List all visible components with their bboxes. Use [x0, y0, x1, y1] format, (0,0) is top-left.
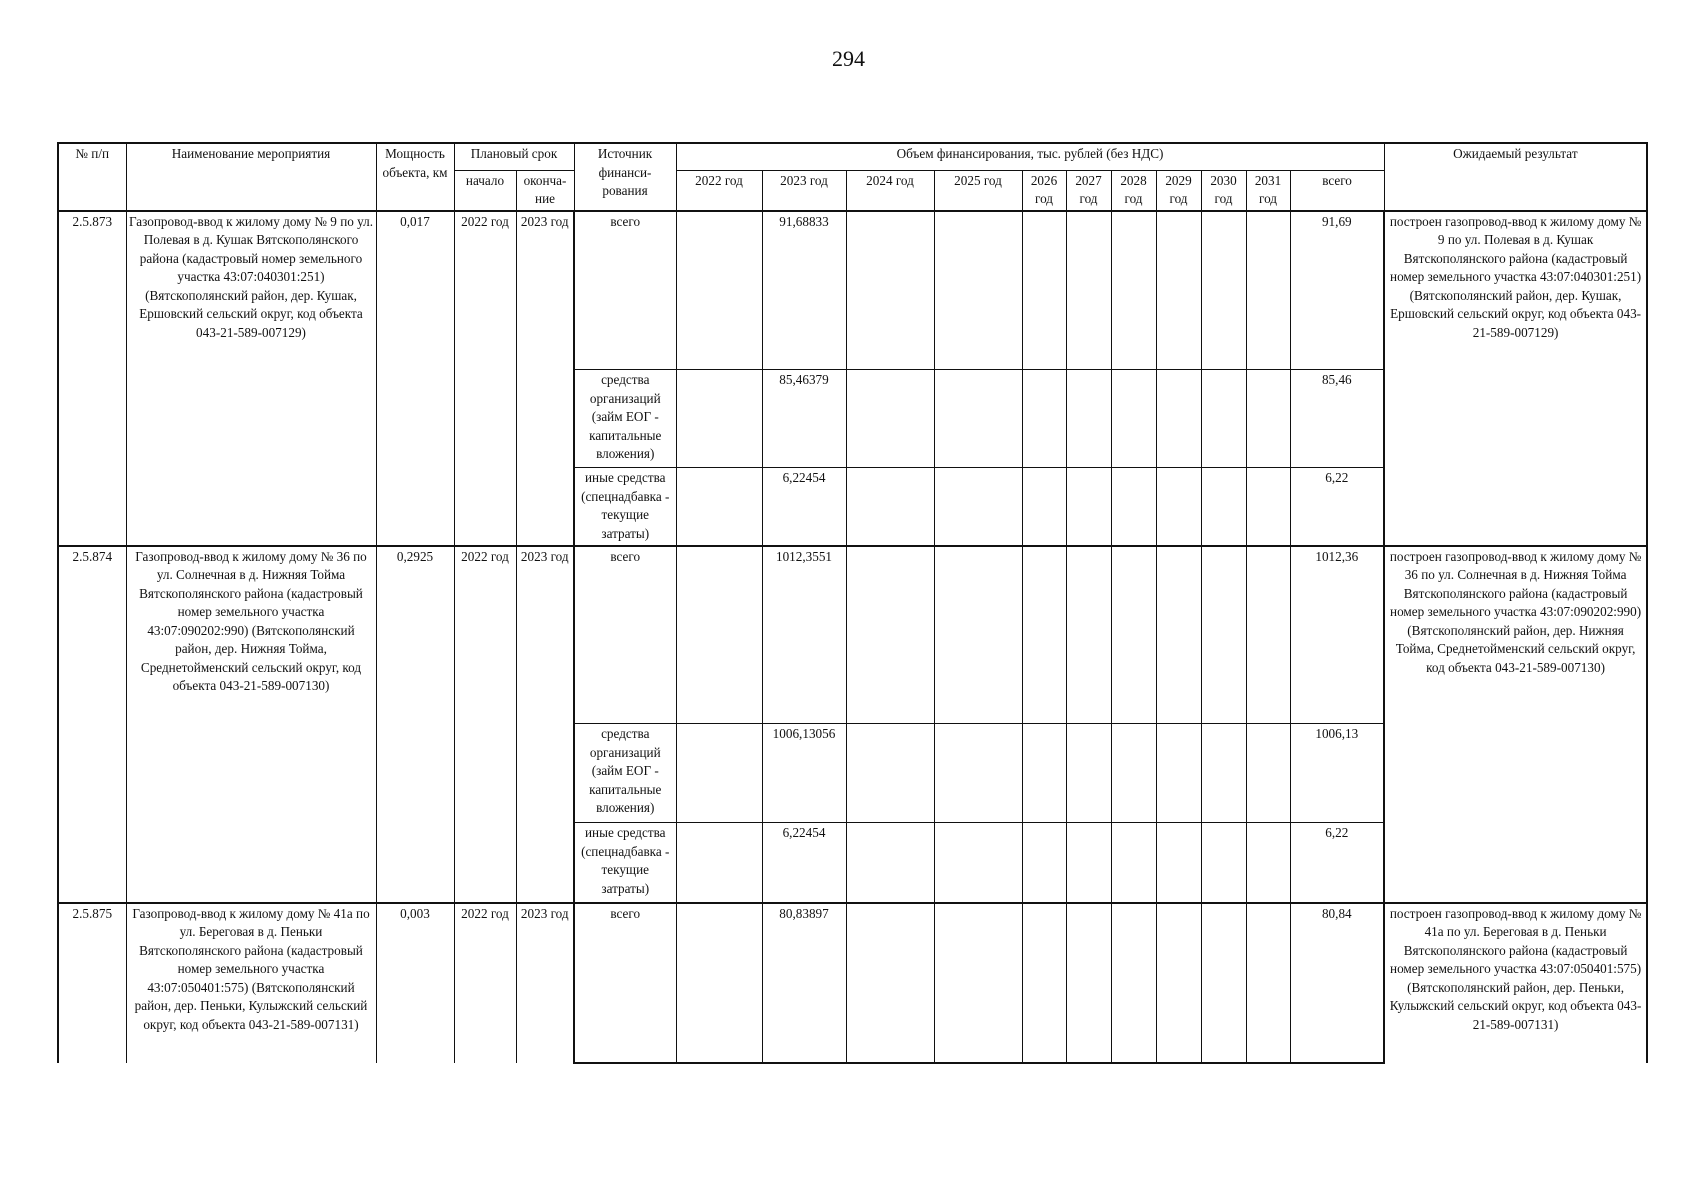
row-name: Газопровод-ввод к жилому дому № 41а по ул. Береговая в д. Пеньки Вятскополянского района (кадастровый номер земельного участка 43:07:050401:575) (Вятскополянский район, дер. Пеньки, Кулыжский сельский округ, код объекта 043-21-589-007131)	[126, 903, 376, 1063]
cell-2031	[1246, 468, 1290, 546]
row-source: иные средства (спецнадбавка - текущие затраты)	[574, 823, 676, 903]
cell-2022	[676, 546, 762, 724]
row-source: всего	[574, 211, 676, 370]
cell-total: 1006,13	[1290, 724, 1384, 823]
cell-2027	[1066, 903, 1111, 1063]
header-year-2027: 2027 год	[1066, 170, 1111, 211]
row-start: 2022 год	[454, 546, 516, 903]
cell-2024	[846, 823, 934, 903]
cell-2028	[1111, 546, 1156, 724]
cell-2030	[1201, 468, 1246, 546]
cell-2030	[1201, 211, 1246, 370]
header-year-2026: 2026 год	[1022, 170, 1066, 211]
cell-2028	[1111, 823, 1156, 903]
header-volume: Объем финансирования, тыс. рублей (без НДС)	[676, 143, 1384, 170]
cell-total: 80,84	[1290, 903, 1384, 1063]
header-end: оконча-ние	[516, 170, 574, 211]
header-year-2031: 2031 год	[1246, 170, 1290, 211]
header-total: всего	[1290, 170, 1384, 211]
header-term: Плановый срок	[454, 143, 574, 170]
cell-2026	[1022, 724, 1066, 823]
cell-2023: 80,83897	[762, 903, 846, 1063]
cell-total: 91,69	[1290, 211, 1384, 370]
cell-2024	[846, 211, 934, 370]
cell-2025	[934, 211, 1022, 370]
header-year-2023: 2023 год	[762, 170, 846, 211]
cell-2022	[676, 724, 762, 823]
cell-2028	[1111, 211, 1156, 370]
cell-2029	[1156, 468, 1201, 546]
cell-2030	[1201, 370, 1246, 468]
cell-2022	[676, 823, 762, 903]
cell-total: 1012,36	[1290, 546, 1384, 724]
header-result: Ожидаемый результат	[1384, 143, 1647, 211]
row-number: 2.5.873	[58, 211, 126, 546]
header-no: № п/п	[58, 143, 126, 211]
cell-2027	[1066, 546, 1111, 724]
cell-2027	[1066, 211, 1111, 370]
cell-total: 6,22	[1290, 823, 1384, 903]
row-power: 0,017	[376, 211, 454, 546]
row-source: средства организаций (займ ЕОГ - капитальные вложения)	[574, 724, 676, 823]
header-name: Наименование мероприятия	[126, 143, 376, 211]
cell-total: 6,22	[1290, 468, 1384, 546]
row-name: Газопровод-ввод к жилому дому № 36 по ул. Солнечная в д. Нижняя Тойма Вятскополянского района (кадастровый номер земельного участка 43:07:090202:990) (Вятскополянский район, дер. Нижняя Тойма, Среднетойменский сельский округ, код объекта 043-21-589-007130)	[126, 546, 376, 903]
row-result: построен газопровод-ввод к жилому дому № 9 по ул. Полевая в д. Кушак Вятскополянского района (кадастровый номер земельного участка 43:07:040301:251) (Вятскополянский район, дер. Кушак, Ершовский сельский округ, код объекта 043-21-589-007129)	[1384, 211, 1647, 546]
cell-2023: 85,46379	[762, 370, 846, 468]
table-row	[58, 546, 1647, 724]
cell-2024	[846, 468, 934, 546]
cell-2028	[1111, 724, 1156, 823]
row-result: построен газопровод-ввод к жилому дому № 36 по ул. Солнечная в д. Нижняя Тойма Вятскополянского района (кадастровый номер земельного участка 43:07:090202:990) (Вятскополянский район, дер. Нижняя Тойма, Среднетойменский сельский округ, код объекта 043-21-589-007130)	[1384, 546, 1647, 903]
cell-2022	[676, 903, 762, 1063]
cell-2022	[676, 211, 762, 370]
cell-2027	[1066, 823, 1111, 903]
cell-2023: 1012,3551	[762, 546, 846, 724]
cell-2026	[1022, 903, 1066, 1063]
cell-2027	[1066, 370, 1111, 468]
cell-2026	[1022, 370, 1066, 468]
cell-2025	[934, 724, 1022, 823]
financing-table	[57, 142, 1648, 1064]
cell-2030	[1201, 823, 1246, 903]
cell-2029	[1156, 903, 1201, 1063]
row-number: 2.5.874	[58, 546, 126, 903]
table-row	[58, 903, 1647, 1063]
cell-total: 85,46	[1290, 370, 1384, 468]
row-result: построен газопровод-ввод к жилому дому № 41а по ул. Береговая в д. Пеньки Вятскополянского района (кадастровый номер земельного участка 43:07:050401:575) (Вятскополянский район, дер. Пеньки, Кулыжский сельский округ, код объекта 043-21-589-007131)	[1384, 903, 1647, 1063]
cell-2023: 1006,13056	[762, 724, 846, 823]
cell-2025	[934, 468, 1022, 546]
cell-2027	[1066, 468, 1111, 546]
cell-2025	[934, 903, 1022, 1063]
cell-2028	[1111, 903, 1156, 1063]
row-end: 2023 год	[516, 903, 574, 1063]
table-row	[58, 211, 1647, 370]
page-number: 294	[832, 46, 865, 71]
header-year-2029: 2029 год	[1156, 170, 1201, 211]
cell-2029	[1156, 211, 1201, 370]
row-source: средства организаций (займ ЕОГ - капитальные вложения)	[574, 370, 676, 468]
cell-2030	[1201, 724, 1246, 823]
header-year-2024: 2024 год	[846, 170, 934, 211]
row-source: всего	[574, 903, 676, 1063]
cell-2031	[1246, 903, 1290, 1063]
cell-2028	[1111, 468, 1156, 546]
cell-2029	[1156, 370, 1201, 468]
cell-2026	[1022, 468, 1066, 546]
cell-2031	[1246, 370, 1290, 468]
row-end: 2023 год	[516, 546, 574, 903]
cell-2022	[676, 468, 762, 546]
cell-2024	[846, 903, 934, 1063]
cell-2026	[1022, 823, 1066, 903]
row-end: 2023 год	[516, 211, 574, 546]
cell-2024	[846, 370, 934, 468]
header-start: начало	[454, 170, 516, 211]
row-source: всего	[574, 546, 676, 724]
header-year-2028: 2028 год	[1111, 170, 1156, 211]
header-power: Мощность объекта, км	[376, 143, 454, 211]
cell-2026	[1022, 211, 1066, 370]
cell-2025	[934, 370, 1022, 468]
cell-2023: 6,22454	[762, 468, 846, 546]
cell-2031	[1246, 546, 1290, 724]
cell-2029	[1156, 823, 1201, 903]
header-source: Источник финанси-рования	[574, 143, 676, 211]
header-year-2025: 2025 год	[934, 170, 1022, 211]
cell-2026	[1022, 546, 1066, 724]
cell-2030	[1201, 546, 1246, 724]
row-number: 2.5.875	[58, 903, 126, 1063]
cell-2031	[1246, 211, 1290, 370]
cell-2031	[1246, 823, 1290, 903]
cell-2027	[1066, 724, 1111, 823]
row-start: 2022 год	[454, 211, 516, 546]
cell-2023: 6,22454	[762, 823, 846, 903]
row-start: 2022 год	[454, 903, 516, 1063]
cell-2031	[1246, 724, 1290, 823]
cell-2028	[1111, 370, 1156, 468]
cell-2029	[1156, 546, 1201, 724]
cell-2023: 91,68833	[762, 211, 846, 370]
row-power: 0,2925	[376, 546, 454, 903]
cell-2030	[1201, 903, 1246, 1063]
row-power: 0,003	[376, 903, 454, 1063]
row-source: иные средства (спецнадбавка - текущие затраты)	[574, 468, 676, 546]
header-year-2030: 2030 год	[1201, 170, 1246, 211]
row-name: Газопровод-ввод к жилому дому № 9 по ул. Полевая в д. Кушак Вятскополянского района (кадастровый номер земельного участка 43:07:040301:251) (Вятскополянский район, дер. Кушак, Ершовский сельский округ, код объекта 043-21-589-007129)	[126, 211, 376, 546]
cell-2029	[1156, 724, 1201, 823]
cell-2024	[846, 724, 934, 823]
cell-2025	[934, 546, 1022, 724]
cell-2025	[934, 823, 1022, 903]
cell-2022	[676, 370, 762, 468]
cell-2024	[846, 546, 934, 724]
header-year-2022: 2022 год	[676, 170, 762, 211]
